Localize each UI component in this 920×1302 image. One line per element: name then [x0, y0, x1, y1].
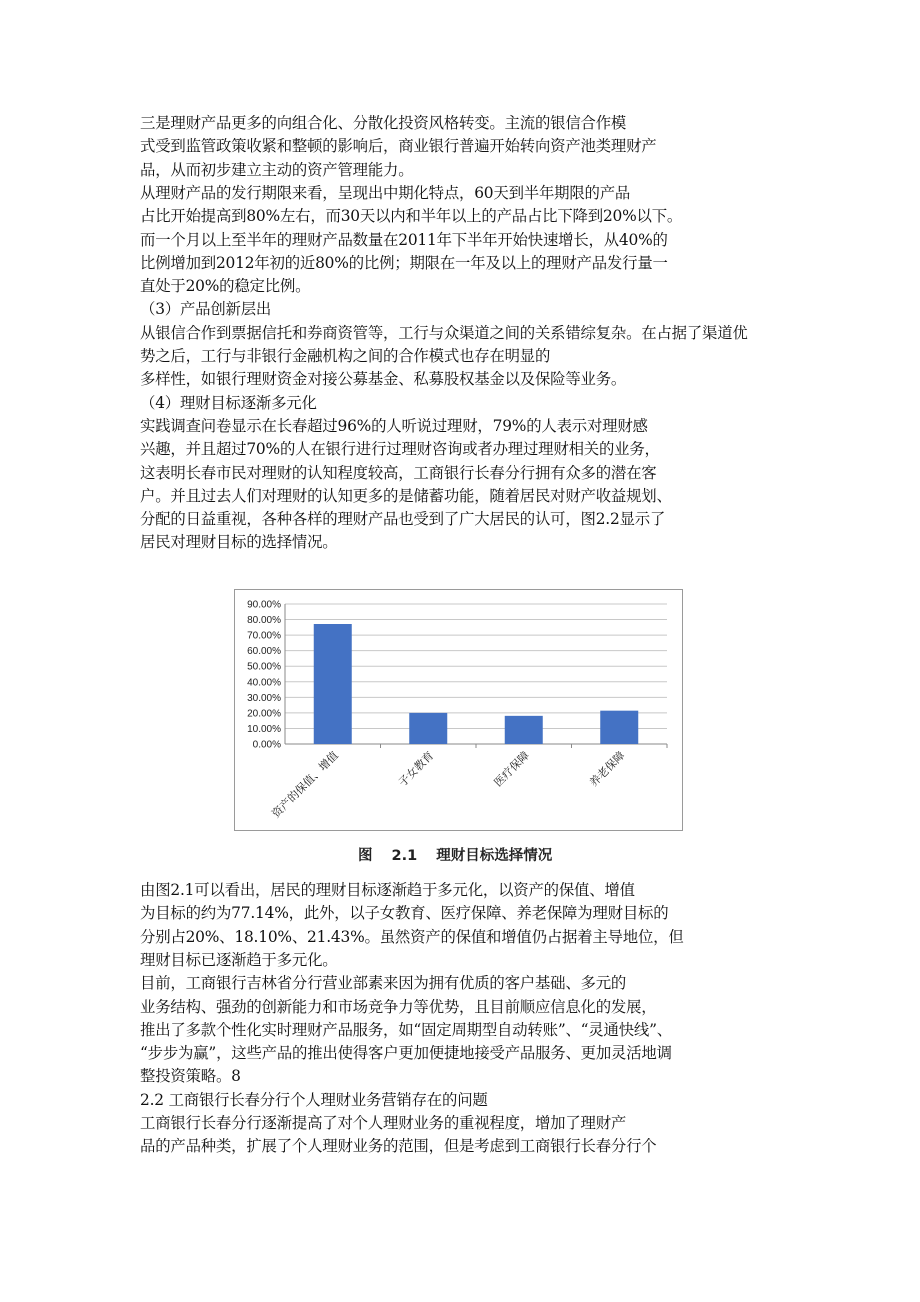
y-tick-label: 90.00% [247, 599, 281, 611]
y-tick-label: 20.00% [247, 708, 281, 720]
text-line: “步步为赢”，这些产品的推出使得客户更加便捷地接受产品服务、更加灵活地调 [140, 1044, 672, 1063]
x-tick-label: 子女教育 [396, 748, 437, 790]
text-line: 居民对理财目标的选择情况。 [140, 533, 338, 552]
text-line: 品，从而初步建立主动的资产管理能力。 [140, 160, 414, 179]
text-line: 实践调查问卷显示在长春超过96%的人听说过理财，79%的人表示对理财感 [140, 416, 648, 435]
y-tick-label: 70.00% [247, 630, 281, 642]
text-line: 理财目标已逐渐趋于多元化。 [140, 950, 338, 969]
text-line: 业务结构、强劲的创新能力和市场竞争力等优势，且目前顺应信息化的发展， [140, 997, 657, 1016]
text-line: 为目标的约为77.14%，此外，以子女教育、医疗保障、养老保障为理财目标的 [140, 904, 669, 923]
text-line: 势之后，工行与非银行金融机构之间的合作模式也存在明显的 [140, 347, 551, 365]
text-line: 这表明长春市民对理财的认知程度较高，工商银行长春分行拥有众多的潜在客 [140, 463, 657, 482]
y-tick-label: 60.00% [247, 646, 281, 658]
y-tick-label: 10.00% [247, 723, 281, 735]
text-line: （4）理财目标逐渐多元化 [140, 393, 317, 412]
text-line: 从理财产品的发行期限来看，呈现出中期化特点，60天到半年期限的产品 [140, 183, 631, 202]
bar-chart [234, 589, 683, 831]
text-line: 分配的日益重视，各种各样的理财产品也受到了广大居民的认可，图2.2显示了 [140, 510, 666, 529]
y-tick-label: 80.00% [247, 615, 281, 627]
text-line: 整投资策略。8 [140, 1067, 241, 1086]
text-line: 分别占20%、18.10%、21.43%。虽然资产的保值和增值仍占据着主导地位，但 [140, 927, 684, 946]
text-line: 目前，工商银行吉林省分行营业部素来因为拥有优质的客户基础、多元的 [140, 974, 627, 993]
bar [314, 624, 352, 744]
y-tick-label: 50.00% [247, 661, 281, 673]
text-line: 占比开始提高到80%左右，而30天以内和半年以上的产品占比下降到20%以下。 [140, 207, 683, 226]
y-tick-label: 40.00% [247, 677, 281, 689]
y-tick-label: 0.00% [252, 739, 281, 751]
text-line: 多样性，如银行理财资金对接公募基金、私募股权基金以及保险等业务。 [140, 370, 627, 389]
text-line: 兴趣，并且超过70%的人在银行进行过理财咨询或者办理过理财相关的业务， [140, 440, 660, 459]
text-line: 三是理财产品更多的向组合化、分散化投资风格转变。主流的银信合作模 [140, 114, 627, 132]
text-line: 户。并且过去人们对理财的认知更多的是储蓄功能，随着居民对财产收益规划、 [140, 486, 672, 505]
text-line: 比例增加到2012年初的近80%的比例；期限在一年及以上的理财产品发行量一 [140, 253, 668, 272]
text-line: （3）产品创新层出 [140, 300, 272, 319]
text-line: 品的产品种类，扩展了个人理财业务的范围，但是考虑到工商银行长春分行个 [140, 1137, 657, 1156]
bar-chart-svg [235, 590, 684, 832]
y-tick-label: 30.00% [247, 692, 281, 704]
text-line: 从银信合作到票据信托和券商资管等，工行与众渠道之间的关系错综复杂。在占据了渠道优 [140, 323, 748, 342]
bar [600, 711, 638, 744]
x-tick-label: 资产的保值、增值 [269, 748, 341, 821]
x-tick-label: 养老保障 [587, 748, 628, 790]
figure-caption: 图 2.1 理财目标选择情况 [358, 848, 553, 864]
text-line: 由图2.1可以看出，居民的理财目标逐渐趋于多元化，以资产的保值、增值 [140, 881, 635, 899]
x-tick-label: 医疗保障 [491, 748, 532, 790]
text-line: 推出了多款个性化实时理财产品服务，如“固定周期型自动转账”、“灵通快线”、 [140, 1020, 672, 1039]
bar [409, 713, 447, 744]
text-line: 直处于20%的稳定比例。 [140, 277, 311, 296]
text-line: 而一个月以上至半年的理财产品数量在2011年下半年开始快速增长，从40%的 [140, 230, 668, 249]
bar [505, 716, 543, 744]
text-line: 工商银行长春分行逐渐提高了对个人理财业务的重视程度，增加了理财产 [140, 1114, 627, 1132]
text-line: 2.2 工商银行长春分行个人理财业务营销存在的问题 [140, 1090, 488, 1109]
text-line: 式受到监管政策收紧和整顿的影响后，商业银行普遍开始转向资产池类理财产 [140, 137, 657, 156]
